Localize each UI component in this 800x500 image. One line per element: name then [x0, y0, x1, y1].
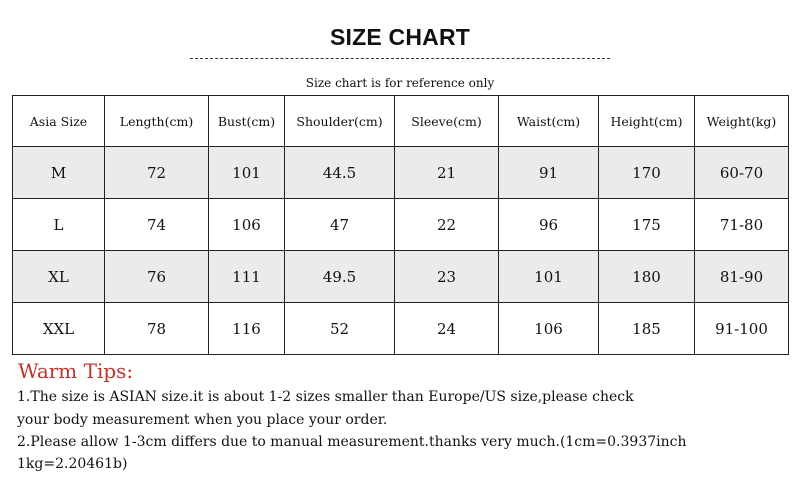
cell-weight: 81-90	[695, 251, 789, 303]
cell-waist: 91	[499, 147, 599, 199]
tip-line: 1kg=2.20461b)	[17, 456, 128, 472]
cell-waist: 106	[499, 303, 599, 355]
cell-size: XXL	[13, 303, 105, 355]
cell-height: 170	[599, 147, 695, 199]
header-bust: Bust(cm)	[209, 96, 285, 147]
table-row	[13, 251, 789, 303]
cell-size: L	[13, 199, 105, 251]
warm-tips-heading: Warm Tips:	[18, 359, 134, 383]
tip-line: 1.The size is ASIAN size.it is about 1-2 sizes smaller than Europe/US size,please check	[17, 389, 634, 405]
cell-weight: 91-100	[695, 303, 789, 355]
cell-sleeve: 22	[395, 199, 499, 251]
cell-shoulder: 52	[285, 303, 395, 355]
header-length: Length(cm)	[105, 96, 209, 147]
header-weight: Weight(kg)	[695, 96, 789, 147]
cell-height: 180	[599, 251, 695, 303]
cell-sleeve: 24	[395, 303, 499, 355]
tip-line: your body measurement when you place your order.	[17, 412, 388, 428]
cell-size: XL	[13, 251, 105, 303]
reference-note: Size chart is for reference only	[305, 76, 495, 90]
cell-bust: 111	[209, 251, 285, 303]
cell-bust: 101	[209, 147, 285, 199]
tip-line: 2.Please allow 1-3cm differs due to manual measurement.thanks very much.(1cm=0.3937inch	[17, 434, 687, 450]
cell-sleeve: 23	[395, 251, 499, 303]
cell-waist: 96	[499, 199, 599, 251]
dashed-divider	[190, 58, 610, 59]
header-asia-size: Asia Size	[13, 96, 105, 147]
cell-height: 175	[599, 199, 695, 251]
cell-shoulder: 49.5	[285, 251, 395, 303]
cell-weight: 60-70	[695, 147, 789, 199]
size-table	[12, 95, 789, 355]
cell-waist: 101	[499, 251, 599, 303]
header-height: Height(cm)	[599, 96, 695, 147]
table-header-row	[13, 96, 789, 147]
page-title: SIZE CHART	[330, 24, 470, 50]
cell-length: 74	[105, 199, 209, 251]
cell-length: 76	[105, 251, 209, 303]
cell-bust: 116	[209, 303, 285, 355]
cell-length: 72	[105, 147, 209, 199]
cell-height: 185	[599, 303, 695, 355]
header-sleeve: Sleeve(cm)	[395, 96, 499, 147]
table-row	[13, 199, 789, 251]
table-row	[13, 303, 789, 355]
cell-bust: 106	[209, 199, 285, 251]
cell-length: 78	[105, 303, 209, 355]
cell-shoulder: 44.5	[285, 147, 395, 199]
cell-size: M	[13, 147, 105, 199]
cell-shoulder: 47	[285, 199, 395, 251]
table-row	[13, 147, 789, 199]
header-waist: Waist(cm)	[499, 96, 599, 147]
cell-sleeve: 21	[395, 147, 499, 199]
header-shoulder: Shoulder(cm)	[285, 96, 395, 147]
cell-weight: 71-80	[695, 199, 789, 251]
